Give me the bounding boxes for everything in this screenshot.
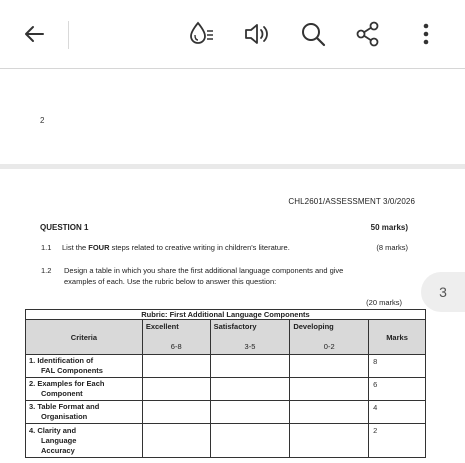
document-page-2: [0, 69, 465, 164]
page-indicator-badge: 3: [421, 272, 465, 312]
table-row: [26, 378, 426, 401]
question-title: QUESTION 1: [40, 223, 89, 232]
marks-cell: 6: [369, 378, 426, 401]
item-number: 1.2: [41, 266, 52, 275]
empty-cell: [142, 401, 210, 424]
item-text-emphasis: FOUR: [88, 243, 110, 252]
level-range: 6-8: [170, 342, 182, 351]
criteria-cell: [26, 378, 143, 401]
more-options-button[interactable]: [410, 18, 442, 50]
level-header: [290, 320, 369, 355]
back-button[interactable]: [18, 18, 50, 50]
toolbar-divider: [68, 21, 69, 49]
criteria-text: 4. Clarity and: [29, 425, 77, 435]
text-to-speech-button[interactable]: [185, 18, 217, 50]
criteria-cell: [26, 355, 143, 378]
criteria-header: Criteria: [26, 320, 143, 355]
document-code: CHL2601/ASSESSMENT 3/0/2026: [288, 197, 415, 206]
criteria-text: Accuracy: [41, 445, 75, 455]
criteria-text: Language: [41, 435, 77, 445]
marks-cell: 8: [369, 355, 426, 378]
item-text: Design a table in which you share the first additional language components and give: [64, 266, 344, 275]
empty-cell: [142, 355, 210, 378]
item-text-part: steps related to creative writing in children's literature.: [109, 243, 290, 252]
marks-header: Marks: [369, 320, 426, 355]
search-icon: [299, 20, 327, 48]
empty-cell: [142, 378, 210, 401]
level-range: 0-2: [323, 342, 335, 351]
criteria-text: Organisation: [41, 412, 88, 421]
criteria-text: FAL Components: [41, 366, 103, 375]
more-vertical-icon: [420, 20, 432, 48]
criteria-cell: [26, 424, 143, 458]
criteria-text: 3. Table Format and: [29, 402, 100, 411]
criteria-text: Component: [41, 389, 83, 398]
criteria-text: 1. Identification of: [29, 356, 94, 365]
search-button[interactable]: [297, 18, 329, 50]
empty-cell: [210, 378, 290, 401]
level-name: Developing: [293, 322, 334, 331]
page-number: 2: [40, 116, 45, 125]
empty-cell: [142, 424, 210, 458]
volume-icon: [242, 20, 272, 48]
empty-cell: [210, 355, 290, 378]
rubric-caption: Rubric: First Additional Language Components: [26, 310, 426, 320]
top-toolbar: [0, 0, 465, 68]
criteria-cell: [26, 401, 143, 424]
item-marks: (20 marks): [366, 298, 402, 307]
rubric-table: [25, 309, 426, 458]
arrow-left-icon: [21, 21, 47, 47]
read-aloud-button[interactable]: [241, 18, 273, 50]
level-header: [142, 320, 210, 355]
item-text-part: List the: [62, 243, 89, 252]
level-range: 3-5: [244, 342, 256, 351]
question-marks: 50 marks): [370, 223, 408, 232]
marks-cell: 4: [369, 401, 426, 424]
table-row: [26, 401, 426, 424]
text-to-speech-icon: [187, 20, 215, 48]
empty-cell: [290, 355, 369, 378]
marks-cell: 2: [369, 424, 426, 458]
criteria-text: 2. Examples for Each: [29, 379, 105, 388]
empty-cell: [290, 378, 369, 401]
empty-cell: [290, 401, 369, 424]
level-name: Satisfactory: [213, 322, 257, 331]
item-marks: (8 marks): [376, 243, 408, 252]
level-name: Excellent: [145, 322, 179, 331]
item-number: 1.1: [41, 243, 52, 252]
share-icon: [354, 20, 382, 48]
item-text: examples of each. Use the rubric below to answer this question:: [64, 277, 277, 286]
item-text: [62, 243, 290, 253]
table-row: [26, 424, 426, 458]
level-header: [210, 320, 290, 355]
empty-cell: [210, 424, 290, 458]
share-button[interactable]: [352, 18, 384, 50]
table-row: [26, 355, 426, 378]
empty-cell: [290, 424, 369, 458]
empty-cell: [210, 401, 290, 424]
